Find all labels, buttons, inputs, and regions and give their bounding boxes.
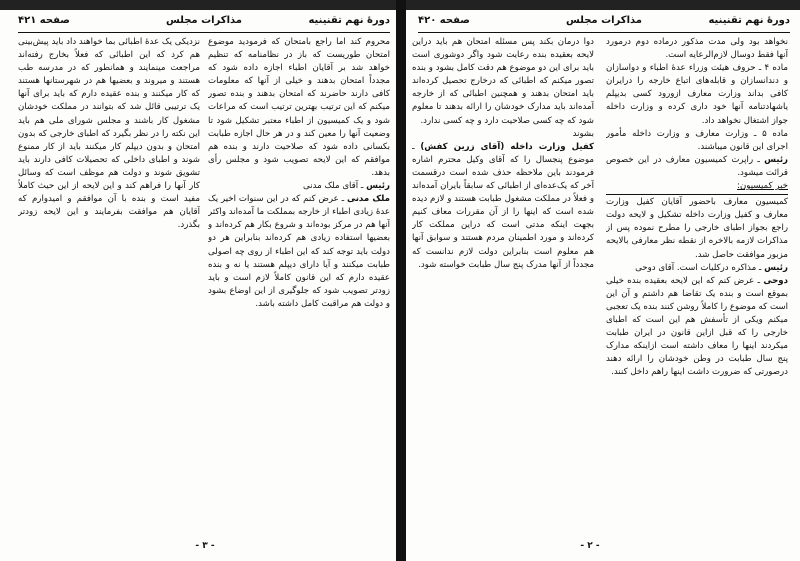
speech-text: ـ موضوع پنجسال را که آقای وکیل محترم اشاره فرمودند باین ملاحظه حذف شده است درقسمت آخر که یک‌عده‌ای از اطبائی که سابقاً بایران آمده‌اند و فعلاً در مملکت مشغول طبابت هستند و لازم دیده شده است که اینها را از آن مقررات معاف کنیم بجهت اینکه مدتی است که دراین مملکت کار کرده‌اند و مورد اطمینان مردم هستند و سوابق آنها هم معلوم است بنابراین دولت لازم ندانست که مجدداً از آنها مدرک پنج سال طبابت خواسته شود. [412,141,594,270]
speech-text: ـ راپرت کمیسیون معارف در این خصوص قرائت میشود. [606,154,788,178]
right-page [400,0,800,561]
speaker-paragraph [606,154,788,180]
page-footer-number: - ۳ - [195,541,215,551]
speaker-name: ملک مدنی [347,194,390,205]
speaker-name: رئیس [764,262,788,273]
header-title: مذاکرات مجلس [565,15,642,26]
page-header [18,15,390,31]
speaker-paragraph [606,275,788,380]
speech-text: ـ مذاکره درکلیات است. آقای دوحی [635,262,762,273]
header-rule [418,32,790,33]
text-column-right [606,36,788,536]
paragraph: نخواهد بود ولی مدت مذکور درماده دوم درمورد آنها فقط دوسال لازم‌الرعایه است. [606,37,788,61]
paragraph: نزدیکی یک عدهٔ اطبائی بما خواهند داد باید پیش‌بینی هم کرد که این اطبائی که فعلاً بخارج رفته‌اند مراجعت مینمایند و همانطور که در مدرسه طب هستند و میروند و بعضیها هم در شهرستانها هستند که کار میکنند و بنده عقیده دارم که باید برای آنها یک ترتیبی قائل شد که بتوانند در مملکت خودشان مشغول کار باشند و مجلس شورای ملی هم باید این نکته را در نظر بگیرد که اطبای خارجی که بدون امتحان و بدون دیپلم کار میکنند باید از کار ممنوع شوند و اطبای داخلی که تحصیلات کافی دارند باید تشویق شوند و دولت هم موظف است که وسائل کار آنها را فراهم کند و این لایحه از این حیث کاملاً مفید است و بنده با آن موافقم و امیدوارم که آقایان هم موافقت بفرمایند و این لایحه زودتر بگذرد. [18,37,200,231]
page-number: صفحه ۴۲۰ [418,15,470,26]
paragraph: محروم کند اما راجع بامتحان که فرمودید موضوع امتحان طوریست که باز در نظامنامه که تنظیم خواهد شد بر آقایان اطباء اجازه داده شود که مجدداً امتحان بدهند و خیلی از آنها که معلومات کافی دارند حاضرند که امتحان بدهند و بنده تصور میکنم که این ترتیب بهترین ترتیب است که مراعات شود و یک کمیسیون از اطباء معتبر تشکیل شود تا وضعیت آنها را معین کند و در هر حال اجازه طبابت بکسانی داده شود که صلاحیت دارند و بنده هم موافقم که این لایحه تصویب شود و مجلس رأی بدهد. [208,37,390,178]
paragraph: ماده ۵ ـ وزارت معارف و وزارت داخله مأمور اجرای این قانون میباشند. [606,128,788,152]
speaker-paragraph [412,141,594,272]
paragraph: بشوند [572,128,594,139]
speech-text: ـ آقای ملک مدنی [303,181,364,192]
header-title: مذاکرات مجلس [165,15,242,26]
scan-edge [400,0,800,10]
page-header [418,15,790,31]
paragraph: کمیسیون معارف باحضور آقایان کفیل وزارت معارف و کفیل وزارت داخله تشکیل و لایحه دولت راجع بجواز اطبای خارجی را مطرح نموده پس از مذاکرات لازمه بالاخره از نقطه نظر معارفی بالایحه مزبور موافقت حاصل شد. [606,197,788,260]
page-footer-number: - ۲ - [580,541,600,551]
speaker-name: رئیس [366,181,390,192]
session-label: دورهٔ نهم تقنینیه [708,15,790,26]
header-rule [18,32,390,33]
section-caption: خبر کمیسیون: [737,181,788,192]
page-number: صفحه ۴۲۱ [18,15,70,26]
paragraph: ماده ۴ ـ حروف هیئت وزراء عدهٔ اطباء و دواسازان و دندانسازان و قابله‌های اتباع خارجه را درایران کافی بداند وزارت معارف ازورود کسی بدیپلم یاشهادتنامه آنها خود داری کرده و وزارت داخله جواز اشتغال نخواهد داد. [606,63,788,126]
speaker-name: رئیس [764,154,788,165]
session-label: دورهٔ نهم تقنینیه [308,15,390,26]
speaker-paragraph [606,262,788,275]
book-gutter [396,0,406,561]
text-column-left [412,36,594,536]
speech-text: ـ عرض کنم که در این سنوات اخیر یک عدهٔ زیادی اطباء از خارجه بمملکت ما آمده‌اند واکثر آنها هم در مرکز بوده‌اند و شروع بکار هم کرده‌اند و بعضیها استفاده زیادی هم کرده‌اند بنابراین هر دو دولت باید توجه کند که این اطباء از روی چه اصولی طبابت میکنند و آیا دارای دیپلم هستند یا نه و بنده عقیده دارم که این قانون کاملاً لازم است و باید زودتر تصویب شود که جلوگیری از این اوضاع بشود و دولت هم مراقبت کامل داشته باشد. [208,194,390,309]
speaker-paragraph [208,180,390,193]
scan-edge [0,0,400,10]
speaker-name: دوحی [763,275,788,286]
speech-text: ـ عرض کنم که این لایحه بعقیده بنده خیلی بموقع است و بنده یک تقاضا هم داشتم و آن این است که موضوع را کاملاً روشن کنند بنده یک تعجبی میکنم ویکی از تأسفش هم این است که اطبای خارجی را که قبل ازاین قانون در ایران طبابت میکردند اینها را معاف داشته است ازاینکه مدارک پنج سال طبابت در وطن خودشان را ارائه دهند درصورتی که ضرورت داشت اینها راهم داخل کنند. [606,275,788,378]
text-column-left [18,36,200,536]
text-column-right [208,36,390,536]
divider [606,194,788,195]
speaker-paragraph [208,193,390,311]
paragraph: دوا درمان بکند پس مسئله امتحان هم باید دراین لایحه بعقیده بنده رعایت شود واگر دوشوری است باید برای این دو موضوع هم دقت کامل بشود و بنده تصور میکنم که اطبائی که درخارج تحصیل کرده‌اند باید امتحان بدهند و همچنین اطبائی که از خارجه آمده‌اند باید مدارک خودشان را ارائه بدهند تا معلوم شود که چه کسی صلاحیت دارد و چه کسی ندارد. [412,37,594,126]
speaker-name: کفیل وزارت داخله (آقای زرین کفش) [420,141,594,152]
